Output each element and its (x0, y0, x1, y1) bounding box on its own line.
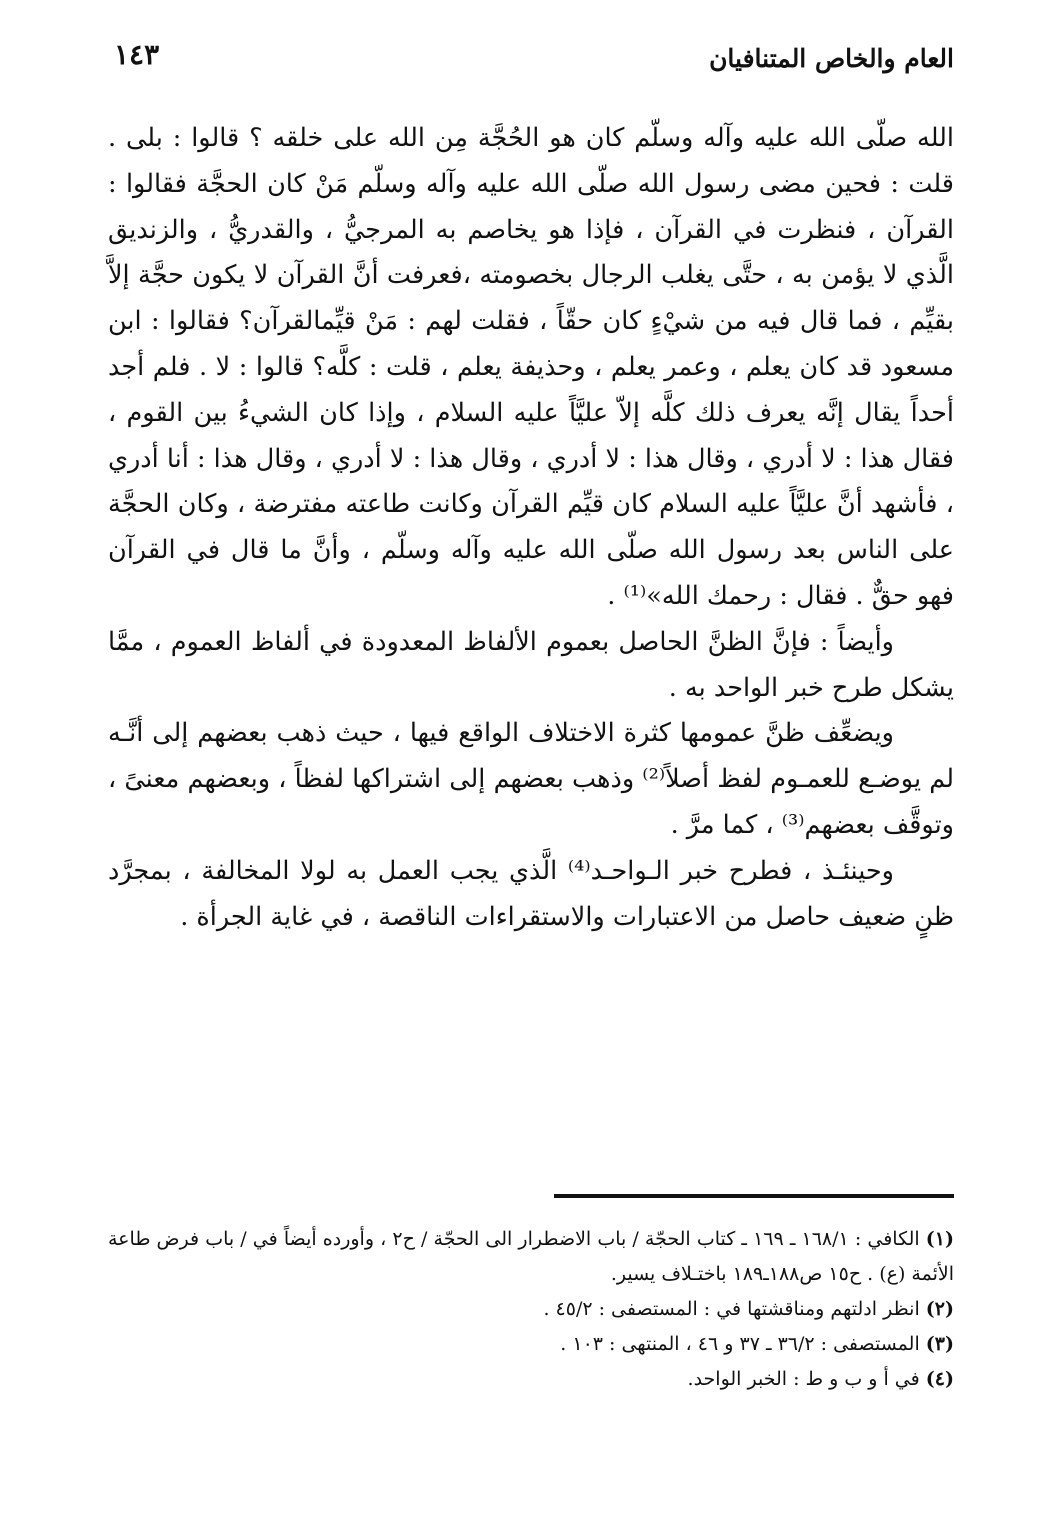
paragraph-4: وحينئـذ ، فطرح خبر الـواحـد⁽⁴⁾ الَّذي يجب العمل به لولا المخالفة ، بمجرَّد ظنٍ ضعيف حاصل من الاعتبارات والاستقراءات الناقصة ، في غاية الجرأة . (108, 855, 954, 932)
footnote-text: المستصفى : ٣٦/٢ ـ ٣٧ و ٤٦ ، المنتهى : ١٠٣ . (560, 1333, 920, 1355)
footnote-2 (108, 1292, 954, 1327)
footnote-label: (٤) (925, 1368, 954, 1390)
footnote-label: (٣) (925, 1333, 954, 1355)
footnote-3 (108, 1327, 954, 1362)
footnote-4 (108, 1362, 954, 1397)
footnote-text: الكافي : ١٦٨/١ ـ ١٦٩ ـ كتاب الحجّة / باب الاضطرار الى الحجّة / ح٢ ، وأورده أيضاً في / باب فرض طاعة الأئمة (ع) . ح١٥ ص١٨٨ـ١٨٩ باختـلاف يسير. (108, 1228, 954, 1285)
footnote-text: في أ و ب و ط : الخبر الواحد. (687, 1368, 920, 1390)
footnote-text: انظر ادلتهم ومناقشتها في : المستصفى : ٤٥/٢ . (543, 1298, 920, 1320)
footnotes (108, 1222, 954, 1397)
footnote-label: (١) (925, 1228, 954, 1250)
page-number: ١٤٣ (114, 38, 160, 71)
paragraph-3: ويضعِّف ظنَّ عمومها كثرة الاختلاف الواقع فيها ، حيث ذهب بعضهم إلى أنَّـه لم يوضـع للعمـوم لفظ أصلاً⁽²⁾ وذهب بعضهم إلى اشتراكها لفظاً ، وبعضهم معنىً ، وتوقَّف بعضهم⁽³⁾ ، كما مرَّ . (108, 718, 954, 840)
page-header (96, 36, 954, 86)
paragraph-2: وأيضاً : فإنَّ الظنَّ الحاصل بعموم الألفاظ المعدودة في ألفاظ العموم ، ممَّا يشكل طرح خبر الواحد به . (108, 626, 954, 703)
footnote-separator (554, 1194, 954, 1198)
main-text (108, 116, 954, 940)
running-title: العام والخاص المتنافيان (709, 44, 954, 73)
paragraph-1: الله صلّى الله عليه وآله وسلّم كان هو الحُجَّة مِن الله على خلقه ؟ قالوا : بلى . قلت : فحين مضى رسول الله صلّى الله عليه وآله وسلّم مَنْ كان الحجَّة فقالوا : القرآن ، فنظرت في القرآن ، فإذا هو يخاصم به المرجيُّ ، والقدريُّ ، والزنديق الَّذي لا يؤمن به ، حتَّى يغلب الرجال بخصومته ،فعرفت أنَّ القرآن لا يكون حجَّة إلاَّ بقيِّم ، فما قال فيه من شيْءٍ كان حقّاً ، فقلت لهم : مَنْ قيِّمالقرآن؟ فقالوا : ابن مسعود قد كان يعلم ، وعمر يعلم ، وحذيفة يعلم ، قلت : كلَّه؟ قالوا : لا . فلم أجد أحداً يقال إنَّه يعرف ذلك كلَّه إلاّ عليَّاً عليه السلام ، وإذا كان الشيءُ بين القوم ، فقال هذا : لا أدري ، وقال هذا : لا أدري ، وقال هذا : لا أدري ، وقال هذا : أنا أدري ، فأشهد أنَّ عليَّاً عليه السلام كان قيِّم القرآن وكانت طاعته مفترضة ، وكان الحجَّة على الناس بعد رسول الله صلّى الله عليه وآله وسلّم ، وأنَّ ما قال في القرآن فهو حقٌّ . فقال : رحمك الله»⁽¹⁾ . (108, 123, 954, 611)
footnote-label: (٢) (925, 1298, 954, 1320)
footnote-1 (108, 1222, 954, 1292)
